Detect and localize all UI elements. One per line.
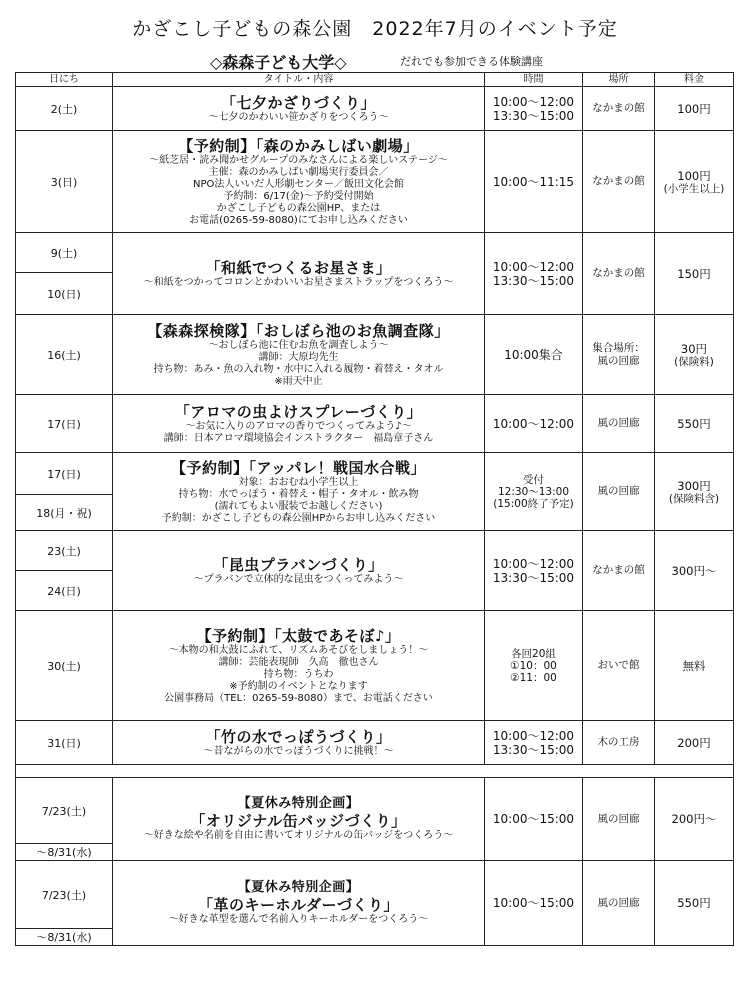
event-date	[16, 861, 113, 929]
event-detail-line: NPO法人いいだ人形劇センター／飯田文化会館	[193, 178, 404, 190]
event-fee	[655, 131, 734, 233]
event-fee	[655, 395, 734, 453]
event-detail-line: 予約制：6/17(金)～予約受付開始	[223, 190, 374, 202]
event-date	[16, 929, 113, 946]
event-date-text: 17(日)	[47, 467, 81, 481]
event-detail-line: ～好きな絵や名前を自由に書いてオリジナルの缶バッジをつくろう～	[143, 830, 454, 841]
event-date	[16, 495, 113, 531]
table-row	[16, 611, 734, 721]
event-title: 「オリジナル缶バッジづくり」	[190, 812, 407, 830]
event-time	[485, 233, 583, 315]
event-time-line: 13:30～15:00	[492, 108, 575, 123]
event-date-text: ～8/31(水)	[36, 931, 92, 944]
event-time	[485, 315, 583, 395]
page-title: かざこし子どもの森公園 2022年7月のイベント予定	[132, 18, 618, 40]
table-row	[16, 721, 734, 765]
event-title: 「和紙でつくるお星さま」	[205, 258, 392, 277]
event-date	[16, 87, 113, 131]
event-date-text: 3(日)	[50, 175, 78, 189]
event-time	[485, 611, 583, 721]
event-time-line: 10:00集合	[504, 347, 563, 362]
event-fee	[655, 611, 734, 721]
event-fee	[655, 87, 734, 131]
event-fee-line: 150円	[677, 266, 711, 281]
event-title: 【予約制】「アッパレ！戦国水合戦」	[171, 458, 426, 477]
event-date-text: 23(土)	[47, 544, 81, 558]
event-date-text: 17(日)	[47, 417, 81, 431]
event-time-line: 13:30～15:00	[492, 570, 575, 585]
event-place-line: 風の回廊	[597, 417, 640, 429]
event-date	[16, 844, 113, 861]
event-time-line: 10:00～12:00	[492, 416, 575, 431]
event-time	[485, 395, 583, 453]
col-header-time: 時間	[485, 73, 583, 87]
event-time-line: 10:00～12:00	[492, 94, 575, 109]
event-detail-line: ～本物の和太鼓にふれて、リズムあそびをしましょう！～	[168, 644, 429, 656]
event-detail-line: ※雨天中止	[274, 375, 323, 387]
event-fee-line: 無料	[682, 658, 706, 673]
table-row	[16, 395, 734, 453]
event-fee	[655, 778, 734, 861]
col-header-date: 日にち	[16, 73, 113, 87]
event-details	[113, 861, 485, 946]
event-place	[583, 778, 655, 861]
event-detail-line: ※予約制のイベントとなります	[229, 680, 368, 692]
event-place	[583, 131, 655, 233]
event-time-line: 10:00～12:00	[492, 728, 575, 743]
event-fee-line: (小学生以上)	[663, 182, 725, 195]
event-title: 【予約制】「太鼓であそぼ♪」	[196, 626, 401, 645]
event-place-line: なかまの館	[592, 267, 645, 279]
event-place-line: なかまの館	[592, 102, 645, 114]
event-time	[485, 861, 583, 946]
event-time	[485, 131, 583, 233]
event-fee-line: 550円	[677, 416, 711, 431]
table-row	[16, 315, 734, 395]
event-detail-line: ～紙芝居・読み聞かせグループのみなさんによる楽しいステージ～	[149, 154, 448, 166]
table-row	[16, 233, 734, 273]
event-place	[583, 531, 655, 611]
event-fee-line: 550円	[677, 896, 711, 910]
event-detail-line: ～お気に入りのアロマの香りでつくってみよう♪～	[185, 420, 412, 432]
table-row	[16, 778, 734, 844]
event-detail-line: 持ち物：うちわ	[263, 668, 334, 680]
event-fee-line: (保険料含)	[668, 492, 720, 505]
event-place-line: 集合場所：	[592, 341, 645, 354]
event-date-text: 10(日)	[47, 287, 81, 301]
event-place-line: 風の回廊	[597, 812, 640, 825]
event-detail-line: 持ち物：水でっぽう・着替え・帽子・タオル・飲み物	[178, 488, 419, 500]
event-place	[583, 453, 655, 531]
event-place	[583, 87, 655, 131]
event-date	[16, 233, 113, 273]
event-time-line: 10:00～15:00	[492, 896, 575, 910]
event-detail-line: ～七夕のかわいい笹かざりをつくろう～	[208, 111, 389, 123]
event-fee	[655, 233, 734, 315]
event-place	[583, 233, 655, 315]
event-detail-line: 主催：森のかみしばい劇場実行委員会／	[208, 166, 389, 178]
event-place-line: なかまの館	[592, 175, 645, 187]
event-date	[16, 721, 113, 765]
event-details	[113, 531, 485, 611]
event-fee	[655, 721, 734, 765]
event-title: 【森森探検隊】「おしぼら池のお魚調査隊」	[147, 321, 450, 340]
event-fee-line: 300円～	[671, 563, 717, 578]
event-details	[113, 453, 485, 531]
event-detail-line: お電話(0265-59-8080)にてお申し込みください	[189, 214, 408, 226]
event-place-line: おいで館	[597, 659, 640, 671]
event-time-line: 受付	[523, 473, 544, 486]
event-details	[113, 233, 485, 315]
event-place-line: なかまの館	[592, 564, 645, 576]
event-fee	[655, 453, 734, 531]
event-place-line: 木の工房	[597, 736, 640, 748]
event-fee	[655, 861, 734, 946]
table-header-row	[16, 73, 734, 87]
event-details	[113, 721, 485, 765]
event-time	[485, 778, 583, 861]
event-detail-line: 対象：おおむね小学生以上	[238, 476, 359, 488]
event-time-line: 10:00～12:00	[492, 556, 575, 571]
event-details	[113, 87, 485, 131]
event-details	[113, 778, 485, 861]
event-place-line: 風の回廊	[597, 354, 640, 367]
event-date-text: 16(土)	[47, 348, 81, 362]
event-label: 【夏休み特別企画】	[237, 796, 360, 811]
event-fee-line: 200円～	[671, 812, 717, 826]
event-details	[113, 395, 485, 453]
event-details	[113, 611, 485, 721]
event-fee-line: 30円	[680, 341, 708, 356]
event-time	[485, 531, 583, 611]
event-date-text: 31(日)	[47, 736, 81, 750]
event-detail-line: かざこし子どもの森公園HP、または	[216, 202, 381, 214]
event-time-line: 12:30～13:00	[497, 485, 570, 498]
event-date	[16, 131, 113, 233]
section-gap-cell	[16, 765, 734, 778]
event-date-text: 9(土)	[50, 246, 78, 260]
event-fee	[655, 315, 734, 395]
event-date	[16, 571, 113, 611]
event-fee-line: 100円	[677, 168, 711, 183]
event-date	[16, 531, 113, 571]
event-date	[16, 453, 113, 495]
event-date-text: ～8/31(水)	[36, 846, 92, 859]
col-header-title: タイトル・内容	[113, 73, 485, 87]
event-fee-line: 200円	[677, 735, 711, 750]
event-time-line: 13:30～15:00	[492, 742, 575, 757]
event-title: 「竹の水でっぽうづくり」	[205, 727, 392, 746]
program-note: だれでも参加できる体験講座	[400, 55, 543, 68]
table-row	[16, 87, 734, 131]
event-time-line: ②11：00	[510, 671, 557, 684]
event-date-text: 7/23(土)	[41, 804, 87, 818]
event-detail-line: 持ち物：あみ・魚の入れ物・水中に入れる履物・着替え・タオル	[153, 363, 444, 375]
event-place	[583, 315, 655, 395]
event-date-text: 2(土)	[50, 102, 78, 116]
event-time-line: 10:00～11:15	[492, 174, 575, 189]
event-details	[113, 131, 485, 233]
event-details	[113, 315, 485, 395]
event-detail-line: 公園事務局（TEL：0265-59-8080）まで、お電話ください	[164, 692, 433, 704]
event-fee-line: 300円	[677, 478, 711, 493]
event-time-line: 13:30～15:00	[492, 273, 575, 288]
event-title: 「アロマの虫よけスプレーづくり」	[174, 402, 423, 421]
event-detail-line: 講師：芸能表現師 久高 徹也さん	[218, 656, 379, 668]
event-time-line: 10:00～15:00	[492, 812, 575, 826]
event-place	[583, 721, 655, 765]
event-schedule-table	[15, 72, 734, 946]
event-detail-line: 講師：日本アロマ環境協会インストラクター 福島章子さん	[163, 432, 434, 444]
table-body	[16, 87, 734, 946]
event-date-text: 30(土)	[47, 659, 81, 673]
event-title: 「七夕かざりづくり」	[220, 93, 376, 112]
col-header-fee: 料金	[655, 73, 734, 87]
event-date-text: 7/23(土)	[41, 888, 87, 902]
event-title: 「革のキーホルダーづくり」	[198, 896, 399, 914]
event-fee-line: 100円	[677, 101, 711, 116]
event-time	[485, 453, 583, 531]
event-fee-line: (保険料)	[674, 355, 714, 368]
event-time	[485, 721, 583, 765]
event-detail-line: ～好きな革型を選んで名前入りキーホルダーをつくろう～	[168, 914, 429, 925]
event-date	[16, 273, 113, 315]
event-detail-line: 予約制：かざこし子どもの森公園HPからお申し込みください	[161, 512, 436, 524]
event-time-line: 各回20組	[511, 647, 556, 660]
event-time	[485, 87, 583, 131]
event-time-line: ①10：00	[510, 659, 557, 672]
event-title: 「昆虫プラバンづくり」	[213, 555, 384, 574]
event-date	[16, 315, 113, 395]
table-row	[16, 531, 734, 571]
event-place-line: 風の回廊	[597, 896, 640, 909]
table-row	[16, 131, 734, 233]
event-detail-line: ～和紙をつかってコロンとかわいいお星さまストラップをつくろう～	[143, 276, 454, 288]
event-time-line: 10:00～12:00	[492, 259, 575, 274]
col-header-place: 場所	[583, 73, 655, 87]
section-gap	[16, 765, 734, 778]
event-title: 【予約制】「森のかみしばい劇場」	[178, 136, 419, 155]
event-label: 【夏休み特別企画】	[237, 880, 360, 895]
table-row	[16, 861, 734, 929]
event-date	[16, 778, 113, 844]
event-date-text: 18(月・祝)	[36, 506, 92, 520]
subtitle-row	[0, 50, 750, 72]
event-date	[16, 611, 113, 721]
event-detail-line: ～昔ながらの水でっぽうづくりに挑戦！～	[203, 745, 394, 757]
event-place-line: 風の回廊	[597, 485, 640, 497]
event-place	[583, 611, 655, 721]
event-detail-line: ～おしぼら池に住むお魚を調査しよう～	[208, 339, 389, 351]
event-date	[16, 395, 113, 453]
event-place	[583, 861, 655, 946]
event-place	[583, 395, 655, 453]
table-row	[16, 453, 734, 495]
event-time-line: (15:00終了予定)	[493, 497, 574, 510]
event-date-text: 24(日)	[47, 584, 81, 598]
event-fee	[655, 531, 734, 611]
event-detail-line: 講師：大原均先生	[258, 351, 339, 363]
event-detail-line: ～プラバンで立体的な昆虫をつくってみよう～	[193, 573, 404, 585]
program-name: ◇森森子ども大学◇	[210, 53, 347, 72]
event-detail-line: (濡れてもよい服装でお越しください)	[214, 500, 383, 512]
